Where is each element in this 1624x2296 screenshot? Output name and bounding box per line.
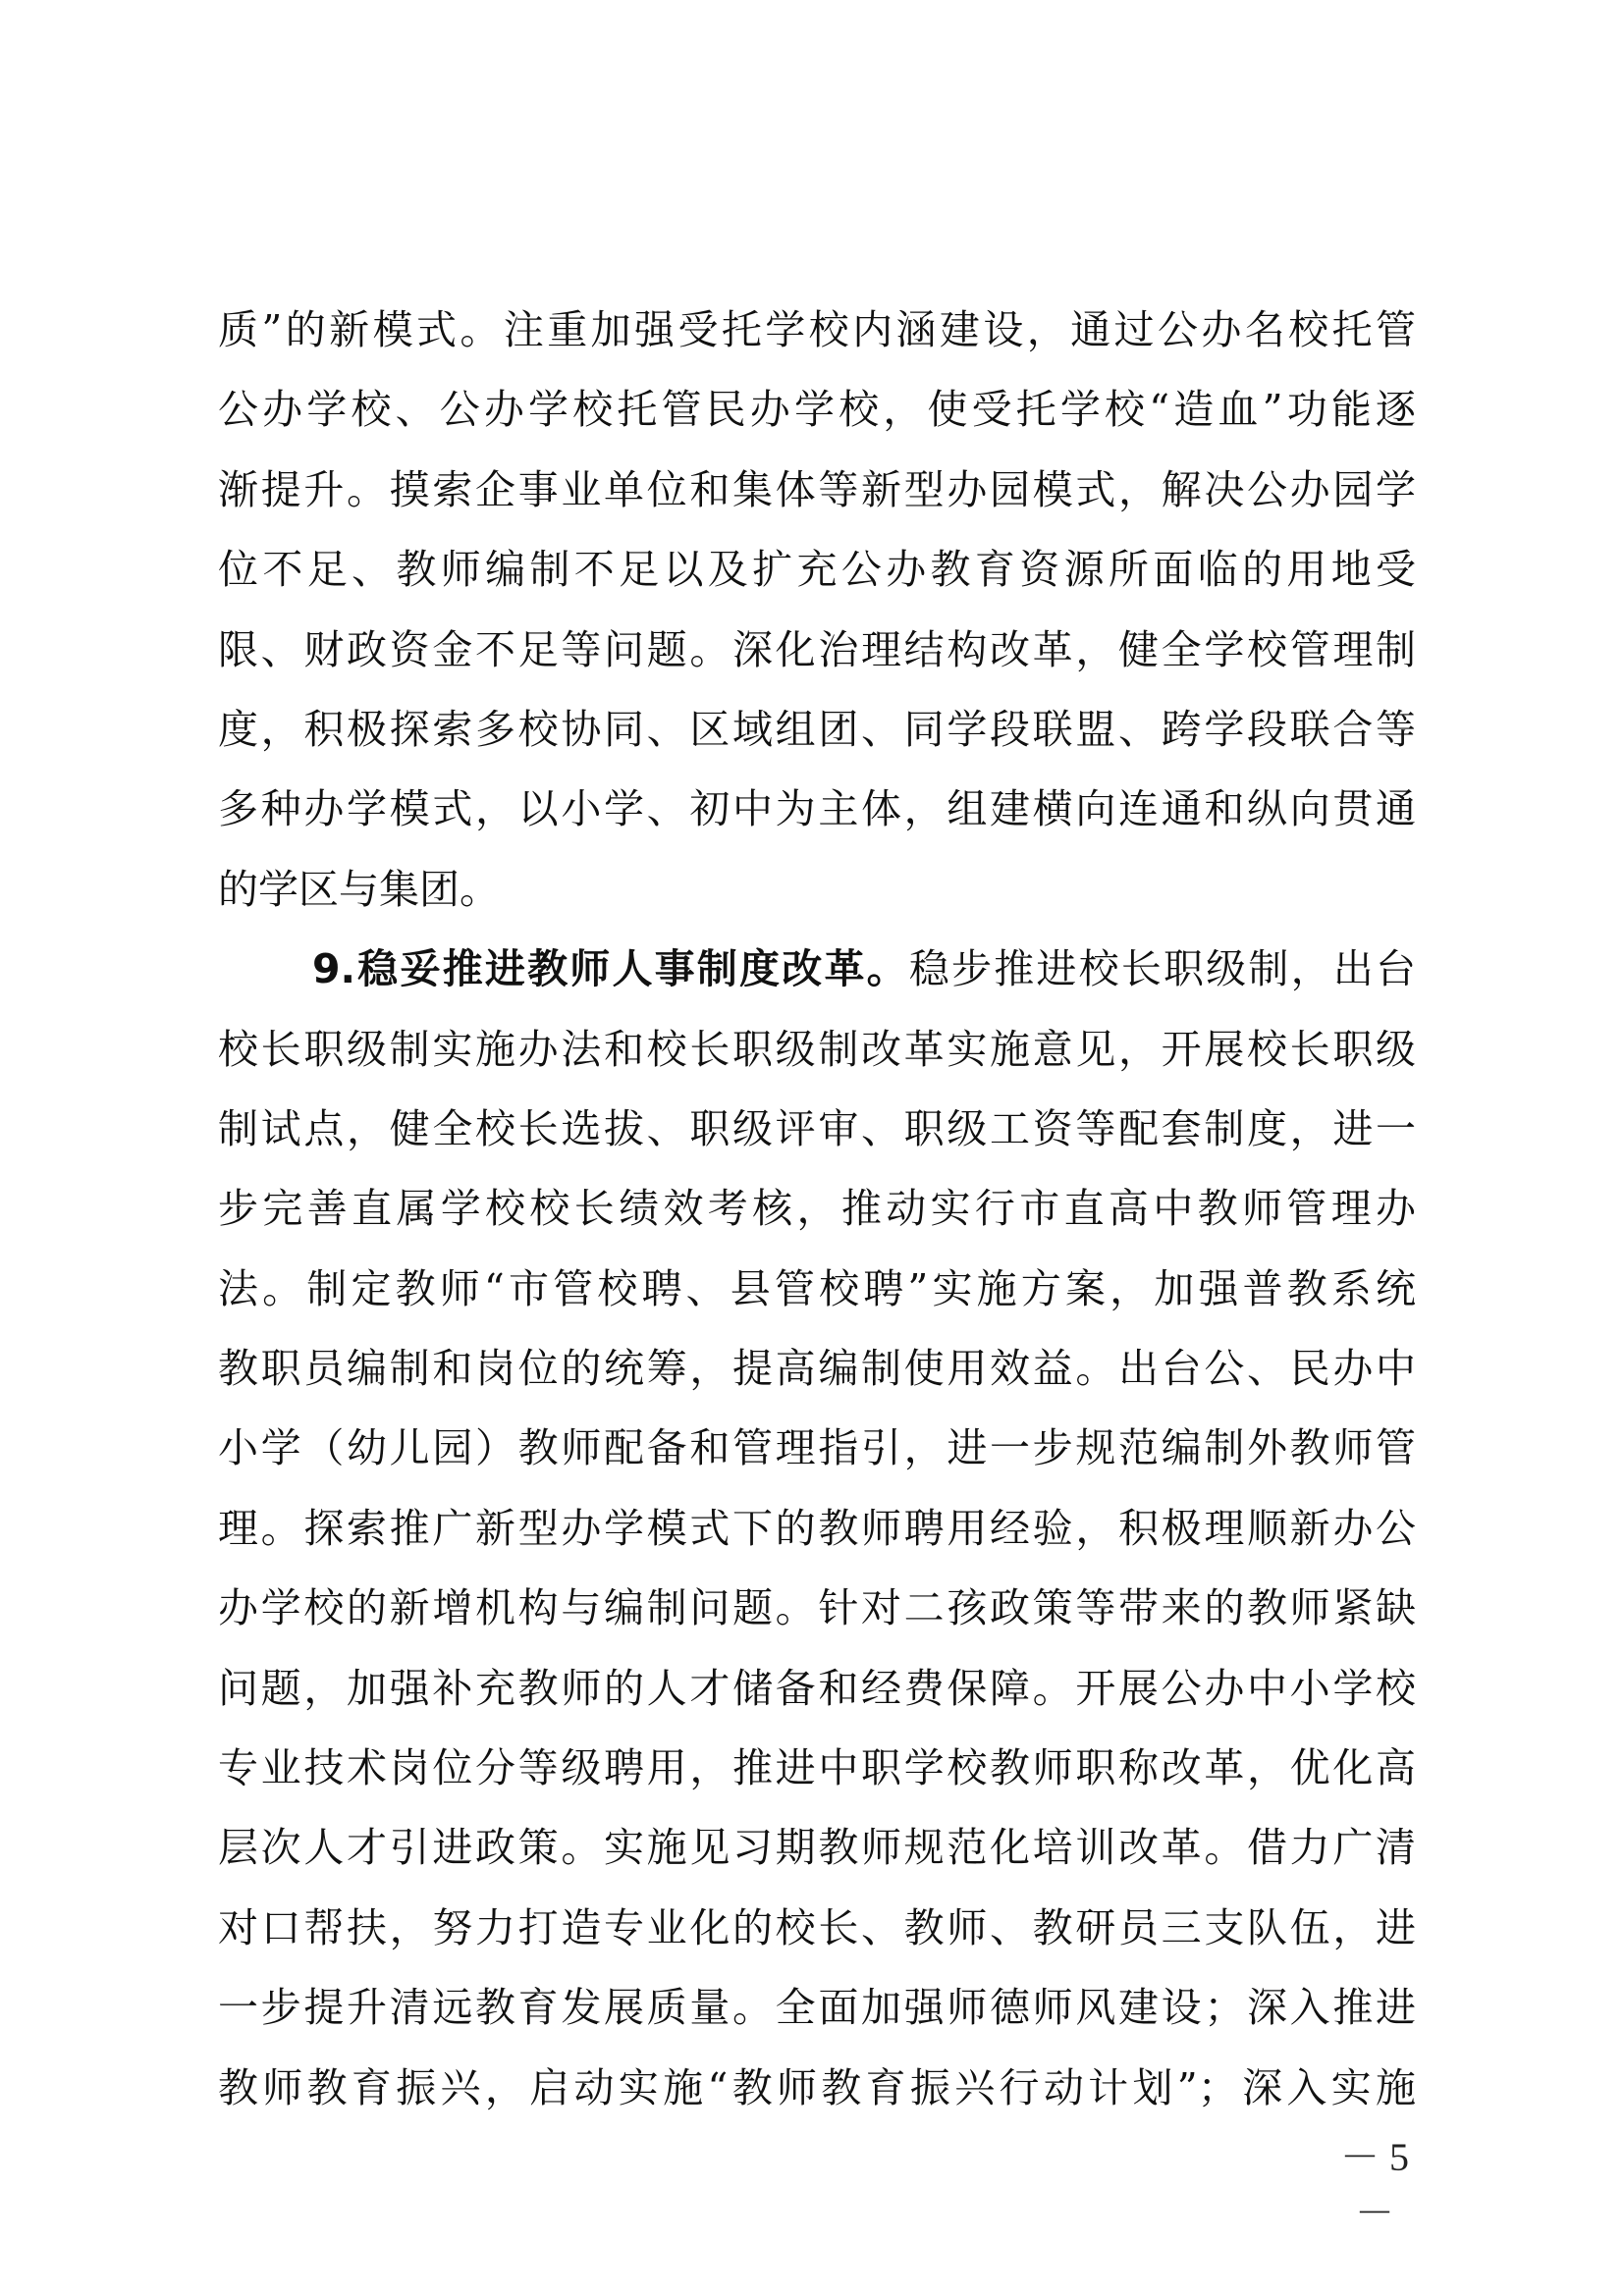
- section-9-first-line-text: 稳步推进校长职级制，出台: [908, 945, 1416, 993]
- section-9-line: 校长职级制实施办法和校长职级制改革实施意见，开展校长职级: [218, 1025, 1416, 1073]
- paragraph-1-last-line: 的学区与集团。: [218, 865, 500, 913]
- section-9-first-line: [218, 930, 1416, 1009]
- section-9-heading: 9.稳妥推进教师人事制度改革。: [312, 945, 909, 993]
- paragraph-1-line: 位不足、教师编制不足以及扩充公办教育资源所面临的用地受: [218, 546, 1416, 594]
- paragraph-1-line: 多种办学模式，以小学、初中为主体，组建横向连通和纵向贯通: [218, 785, 1416, 833]
- section-9-line: 小学（幼儿园）教师配备和管理指引，进一步规范编制外教师管: [218, 1424, 1416, 1472]
- section-9-line: 办学校的新增机构与编制问题。针对二孩政策等带来的教师紧缺: [218, 1584, 1416, 1632]
- section-9-line: 制试点，健全校长选拔、职级评审、职级工资等配套制度，进一: [218, 1104, 1416, 1152]
- paragraph-1-line: 限、财政资金不足等问题。深化治理结构改革，健全学校管理制: [218, 625, 1416, 673]
- section-9-line: 问题，加强补充教师的人才储备和经费保障。开展公办中小学校: [218, 1664, 1416, 1712]
- paragraph-1-line: 质”的新模式。注重加强受托学校内涵建设，通过公办名校托管: [218, 306, 1416, 353]
- paragraph-1-line: 渐提升。摸索企事业单位和集体等新型办园模式，解决公办园学: [218, 465, 1416, 513]
- page-number: － 5 －: [1340, 2135, 1409, 2235]
- section-9-line: 步完善直属学校校长绩效考核，推动实行市直高中教师管理办: [218, 1185, 1416, 1233]
- section-9-line: 专业技术岗位分等级聘用，推进中职学校教师职称改革，优化高: [218, 1744, 1416, 1792]
- body-text: [218, 291, 1416, 2128]
- section-9-line: 一步提升清远教育发展质量。全面加强师德师风建设；深入推进: [218, 1984, 1416, 2032]
- section-9-line: 法。制定教师“市管校聘、县管校聘”实施方案，加强普教系统: [218, 1264, 1416, 1312]
- paragraph-1-line: 度，积极探索多校协同、区域组团、同学段联盟、跨学段联合等: [218, 705, 1416, 753]
- section-9-line: 对口帮扶，努力打造专业化的校长、教师、教研员三支队伍，进: [218, 1903, 1416, 1951]
- section-9-line: 教师教育振兴，启动实施“教师教育振兴行动计划”；深入实施: [218, 2063, 1416, 2111]
- section-9-line: 层次人才引进政策。实施见习期教师规范化培训改革。借力广清: [218, 1824, 1416, 1872]
- paragraph-1-line: 公办学校、公办学校托管民办学校，使受托学校“造血”功能逐: [218, 386, 1416, 434]
- section-9-line: 教职员编制和岗位的统筹，提高编制使用效益。出台公、民办中: [218, 1345, 1416, 1393]
- section-9-line: 理。探索推广新型办学模式下的教师聘用经验，积极理顺新办公: [218, 1504, 1416, 1552]
